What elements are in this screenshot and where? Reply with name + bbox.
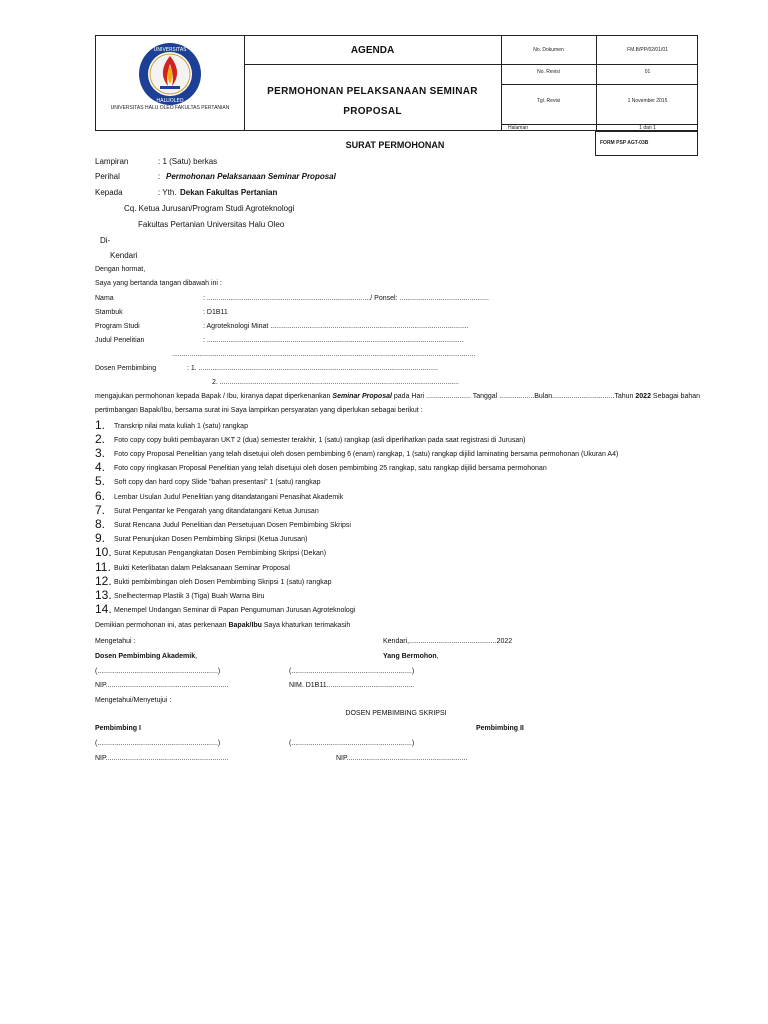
meta-value-rev: 01 xyxy=(644,69,651,75)
item-text: Foto copy ringkasan Proposal Penelitian yang telah disetujui oleh dosen pembimbing 25 rangkap, satu rangkap dijilid bersama permohonan xyxy=(114,465,547,472)
body-line1-c: pada Hari ....................... Tanggal ..................Bulan................................ xyxy=(393,393,615,400)
nip-left: NIP............................................................... xyxy=(95,682,229,689)
field-value-nama: : ..................................................................................../ Ponsel: .............................................. xyxy=(203,295,489,302)
meta-label-rev: No. Revisi xyxy=(537,69,560,75)
closing-c: Saya khaturkan terimakasih xyxy=(263,622,351,629)
perihal-colon: : xyxy=(158,172,161,181)
meta-label-page: Halaman xyxy=(508,125,529,131)
dosen-akademik-label xyxy=(95,653,197,660)
body-line1-e: 2022 xyxy=(635,393,651,400)
logo-ring-bottom: HALUOLEO xyxy=(156,98,184,104)
university-logo xyxy=(138,42,202,106)
dosen-2: 2. ........................................................................................................................... xyxy=(212,379,459,386)
item-number: 2. xyxy=(95,432,106,446)
body-line1-a: mengajukan permohonan kepada Bapak / Ibu, kiranya dapat diperkenankan xyxy=(95,393,331,400)
item-text: Surat Pengantar ke Pengarah yang ditandatangani Ketua Jurusan xyxy=(114,508,319,515)
field-value-stambuk: : D1B11 xyxy=(203,309,228,316)
item-text: Foto copy Proposal Penelitian yang telah disetujui oleh dosen pembimbing 6 (enam) rangkap, 1 (satu) rangkap dijilid laminating bersama permohonan (Ukuran A4) xyxy=(114,451,619,458)
closing-b: Bapak/Ibu xyxy=(228,622,262,629)
perihal-value: Permohonan Pelaksanaan Seminar Proposal xyxy=(166,172,336,181)
form-title-line2: PROPOSAL xyxy=(343,106,402,117)
item-number: 7. xyxy=(95,503,106,517)
field-value-prodi: : Agroteknologi Minat ...................................................................................................... xyxy=(203,323,469,330)
item-text: Soft copy dan hard copy Slide "bahan presentasi" 1 (satu) rangkap xyxy=(114,479,321,486)
field-label-judul: Judul Penelitian xyxy=(95,337,145,344)
intro: Saya yang bertanda tangan dibawah ini : xyxy=(95,280,222,287)
dosen-akademik-text: Dosen Pembimbing Akademik xyxy=(95,653,196,660)
dosen-skripsi-heading: DOSEN PEMBIMBING SKRIPSI xyxy=(345,710,447,717)
closing-a: Demikian permohonan ini, atas perkenaan xyxy=(95,622,227,629)
item-number: 9. xyxy=(95,531,106,545)
cq-line: Cq. Ketua Jurusan/Program Studi Agroteknologi xyxy=(124,204,295,213)
item-text: Snelhectermap Plastik 3 (Tiga) Buah Warna Biru xyxy=(114,593,265,600)
item-number: 5. xyxy=(95,474,106,488)
pembimbing1-label: Pembimbing I xyxy=(95,725,141,732)
item-number: 12. xyxy=(95,574,112,588)
item-number: 3. xyxy=(95,446,106,460)
item-text: Bukti Keterlibatan dalam Pelaksanaan Seminar Proposal xyxy=(114,565,290,572)
dosen-1: : 1. ........................................................................................................................... xyxy=(187,365,438,372)
dosen-akademik-comma: , xyxy=(195,653,198,660)
kepada-label: Kepada xyxy=(95,188,123,197)
logo-caption: UNIVERSITAS HALU OLEO FAKULTAS PERTANIAN xyxy=(110,105,230,111)
header-table xyxy=(95,35,698,131)
item-text: Lembar Usulan Judul Penelitian yang ditandatangani Penasihat Akademik xyxy=(114,494,344,501)
item-number: 10. xyxy=(95,545,112,559)
mengetahui-label: Mengetahui : xyxy=(95,638,136,645)
form-code-box xyxy=(595,131,698,156)
item-text: Foto copy copy bukti pembayaran UKT 2 (dua) semester terakhir, 1 (satu) rangkap (asli diperlihatkan pada saat registrasi di Jurusan) xyxy=(114,437,526,444)
logo-ring-top: UNIVERSITAS xyxy=(153,47,187,53)
field-label-nama: Nama xyxy=(95,295,114,302)
body-line1-d: Tahun xyxy=(614,393,634,400)
closing-line xyxy=(95,622,350,629)
item-text: Surat Keputusan Pengangkatan Dosen Pembimbing Skripsi (Dekan) xyxy=(114,550,327,557)
field-value-judul: : .................................................................................................................................... xyxy=(203,337,464,344)
greeting: Dengan hormat, xyxy=(95,266,146,273)
yang-bermohon-comma: , xyxy=(436,653,439,660)
signature-right: (..............................................................) xyxy=(289,668,415,675)
item-number: 6. xyxy=(95,489,106,503)
nip2-left: NIP............................................................... xyxy=(95,755,229,762)
signature-left: (..............................................................) xyxy=(95,668,221,675)
meta-value-date: 1 November 2015 xyxy=(627,98,668,104)
item-number: 14. xyxy=(95,602,112,616)
judul-continuation: ............................................................................................................................................................ xyxy=(172,351,476,358)
form-code: FORM PSP AGT-03B xyxy=(600,140,649,146)
kendari-date: Kendari,.............................................2022 xyxy=(383,638,513,645)
lampiran-label: Lampiran xyxy=(95,157,129,166)
nip2-right: NIP.............................................................. xyxy=(336,755,468,762)
fakultas-line: Fakultas Pertanian Universitas Halu Oleo xyxy=(138,220,285,229)
agenda-label: AGENDA xyxy=(350,45,395,56)
body-line1-f: Sebagai bahan xyxy=(652,393,701,400)
item-number: 1. xyxy=(95,418,106,432)
yang-bermohon-text: Yang Bermohon xyxy=(383,653,437,660)
kendari-line: Kendari xyxy=(110,251,138,260)
meta-value-page: 1 dari 1 xyxy=(639,125,656,131)
meta-label-doc: No. Dokumen xyxy=(533,47,564,53)
field-label-prodi: Program Studi xyxy=(95,323,140,330)
mengetahui-menyetujui-label: Mengetahui/Menyetujui : xyxy=(95,697,172,704)
meta-value-doc: FM.B/PP/02/01/01 xyxy=(627,47,668,53)
item-text: Surat Penunjukan Dosen Pembimbing Skripsi (Ketua Jurusan) xyxy=(114,536,308,543)
field-label-stambuk: Stambuk xyxy=(95,309,123,316)
item-number: 8. xyxy=(95,517,106,531)
di-line: Di- xyxy=(100,236,111,245)
item-number: 13. xyxy=(95,588,112,602)
signature2-left: (..............................................................) xyxy=(95,740,221,747)
body-line1 xyxy=(95,393,700,400)
yang-bermohon-label xyxy=(383,653,439,660)
lampiran-value: : 1 (Satu) berkas xyxy=(158,157,218,166)
meta-label-date: Tgl. Revisi xyxy=(536,98,561,104)
doc-title: SURAT PERMOHONAN xyxy=(345,140,445,150)
signature2-right: (..............................................................) xyxy=(289,740,415,747)
item-text: Bukti pembimbingan oleh Dosen Pembimbing Skripsi 1 (satu) rangkap xyxy=(114,579,332,586)
item-number: 11. xyxy=(95,560,111,574)
body-line1-b: Seminar Proposal xyxy=(332,393,392,400)
item-number: 4. xyxy=(95,460,106,474)
dosen-label: Dosen Pembimbing xyxy=(95,365,157,372)
nim-right: NIM. D1B11............................................. xyxy=(289,682,415,689)
kepada-value: Dekan Fakultas Pertanian xyxy=(180,188,278,197)
item-text: Surat Rencana Judul Penelitian dan Persetujuan Dosen Pembimbing Skripsi xyxy=(114,522,351,529)
form-title-line1: PERMOHONAN PELAKSANAAN SEMINAR xyxy=(267,86,478,97)
item-text: Menempel Undangan Seminar di Papan Pengumuman Jurusan Agroteknologi xyxy=(114,607,356,614)
body-line2: pertimbangan Bapak/Ibu, bersama surat ini Saya lampirkan persyaratan yang diperlukan sebagai berikut : xyxy=(95,407,423,414)
item-text: Transkrip nilai mata kuliah 1 (satu) rangkap xyxy=(114,423,248,430)
pembimbing2-label: Pembimbing II xyxy=(476,725,524,732)
kepada-prefix: : Yth. xyxy=(158,188,177,197)
perihal-label: Perihal xyxy=(95,172,120,181)
